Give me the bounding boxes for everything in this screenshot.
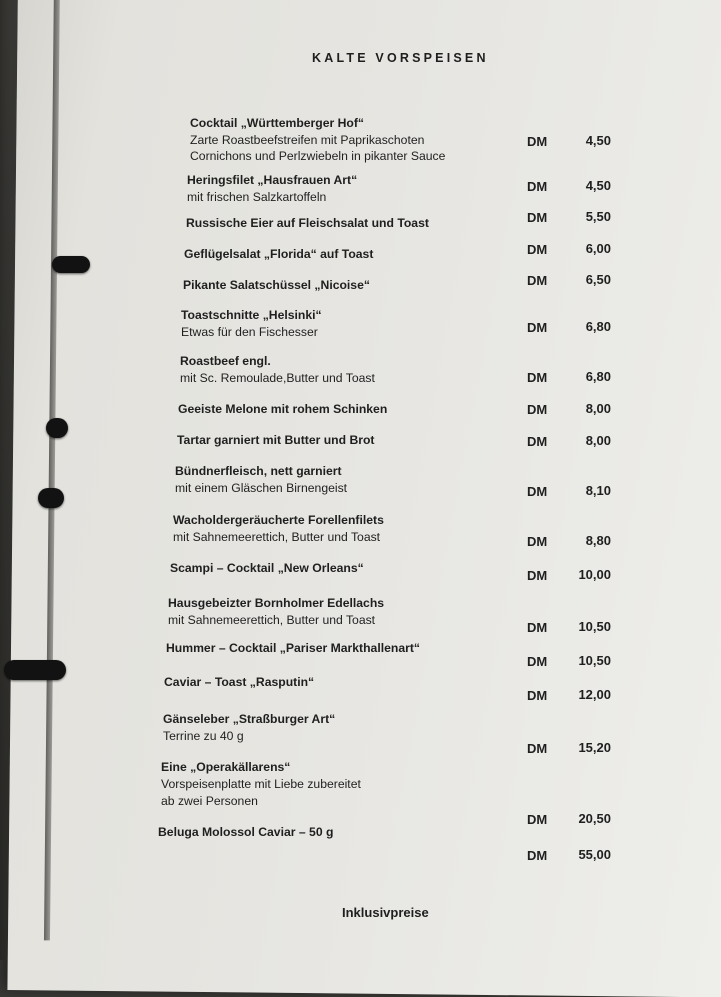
menu-item-description: Cornichons und Perlzwiebeln in pikanter Sauce bbox=[190, 149, 446, 163]
menu-item-name: Caviar – Toast „Rasputin“ bbox=[164, 675, 315, 689]
menu-item-description: mit Sahnemeerettich, Butter und Toast bbox=[168, 613, 376, 627]
menu-item-name: Hummer – Cocktail „Pariser Markthallenart“ bbox=[166, 641, 421, 655]
menu-item-currency: DM bbox=[527, 179, 548, 194]
menu-item-currency: DM bbox=[527, 370, 548, 385]
menu-item-description: Terrine zu 40 g bbox=[163, 729, 244, 743]
menu-item-price: 20,50 bbox=[578, 811, 611, 826]
menu-item-price: 55,00 bbox=[578, 847, 611, 862]
menu-item-name: Geflügelsalat „Florida“ auf Toast bbox=[184, 247, 374, 261]
menu-item-price: 12,00 bbox=[578, 687, 611, 702]
menu-item-currency: DM bbox=[527, 741, 548, 756]
menu-item-price: 6,50 bbox=[585, 272, 611, 287]
menu-item-price: 8,10 bbox=[585, 483, 611, 498]
menu-item-price: 15,20 bbox=[578, 740, 611, 755]
menu-item-currency: DM bbox=[527, 848, 548, 863]
menu-item-name: Eine „Operakällarens“ bbox=[161, 760, 291, 774]
menu-item-price: 10,50 bbox=[578, 619, 611, 634]
menu-item-description: ab zwei Personen bbox=[161, 794, 258, 808]
menu-item-currency: DM bbox=[527, 434, 548, 449]
menu-item-name: Cocktail „Württemberger Hof“ bbox=[190, 116, 365, 130]
menu-item-name: Wacholdergeräucherte Forellenfilets bbox=[173, 513, 384, 527]
menu-item-name: Toastschnitte „Helsinki“ bbox=[181, 308, 322, 322]
menu-item-name: Gänseleber „Straßburger Art“ bbox=[163, 712, 336, 726]
menu-item-description: mit Sahnemeerettich, Butter und Toast bbox=[173, 530, 381, 544]
menu-item-currency: DM bbox=[527, 812, 548, 827]
menu-item-currency: DM bbox=[527, 568, 548, 583]
menu-item-description: Zarte Roastbeefstreifen mit Paprikaschoten bbox=[190, 132, 425, 147]
menu-item-price: 5,50 bbox=[585, 209, 611, 224]
menu-item-currency: DM bbox=[527, 210, 548, 225]
menu-item-currency: DM bbox=[527, 654, 548, 669]
menu-item-price: 4,50 bbox=[585, 133, 611, 148]
menu-item-name: Pikante Salatschüssel „Nicoise“ bbox=[183, 278, 370, 292]
menu-item-price: 10,00 bbox=[578, 567, 611, 582]
menu-item-name: Tartar garniert mit Butter und Brot bbox=[177, 433, 375, 447]
menu-item-currency: DM bbox=[527, 402, 548, 417]
menu-item-currency: DM bbox=[527, 620, 548, 635]
binder-ring bbox=[52, 256, 90, 273]
binder-ring bbox=[38, 488, 64, 508]
menu-item-price: 6,80 bbox=[585, 319, 611, 334]
menu-item-name: Hausgebeizter Bornholmer Edellachs bbox=[168, 596, 385, 610]
menu-item-currency: DM bbox=[527, 320, 548, 335]
menu-item-currency: DM bbox=[527, 534, 548, 549]
menu-item-price: 8,00 bbox=[585, 401, 611, 416]
menu-item-price: 4,50 bbox=[585, 178, 611, 193]
menu-item-price: 8,80 bbox=[585, 533, 611, 548]
menu-item-name: Beluga Molossol Caviar – 50 g bbox=[158, 825, 334, 839]
menu-item-description: mit Sc. Remoulade,Butter und Toast bbox=[180, 371, 375, 385]
menu-item-name: Heringsfilet „Hausfrauen Art“ bbox=[187, 173, 358, 187]
menu-item-price: 10,50 bbox=[578, 653, 611, 668]
binder-ring bbox=[4, 660, 66, 680]
footer-note: Inklusivpreise bbox=[342, 905, 429, 920]
menu-item-name: Bündnerfleisch, nett garniert bbox=[175, 464, 342, 478]
menu-item-currency: DM bbox=[527, 242, 548, 257]
menu-item-description: mit frischen Salzkartoffeln bbox=[187, 189, 327, 204]
menu-item-name: Russische Eier auf Fleischsalat und Toast bbox=[186, 216, 429, 230]
menu-item-currency: DM bbox=[527, 134, 548, 149]
menu-item-description: mit einem Gläschen Birnengeist bbox=[175, 481, 348, 495]
menu-item-name: Roastbeef engl. bbox=[180, 354, 271, 368]
menu-item-description: Etwas für den Fischesser bbox=[181, 324, 318, 339]
menu-item-currency: DM bbox=[527, 688, 548, 703]
menu-item-price: 8,00 bbox=[585, 433, 611, 448]
menu-item-description: Vorspeisenplatte mit Liebe zubereitet bbox=[161, 777, 361, 791]
menu-item-currency: DM bbox=[527, 273, 548, 288]
page-binding-edge bbox=[44, 0, 60, 940]
menu-title: KALTE VORSPEISEN bbox=[312, 51, 489, 65]
menu-item-price: 6,80 bbox=[585, 369, 611, 384]
menu-item-price: 6,00 bbox=[585, 241, 611, 256]
menu-item-currency: DM bbox=[527, 484, 548, 499]
menu-item-name: Geeiste Melone mit rohem Schinken bbox=[178, 402, 388, 416]
menu-item-name: Scampi – Cocktail „New Orleans“ bbox=[170, 561, 364, 575]
binder-ring bbox=[46, 418, 68, 438]
